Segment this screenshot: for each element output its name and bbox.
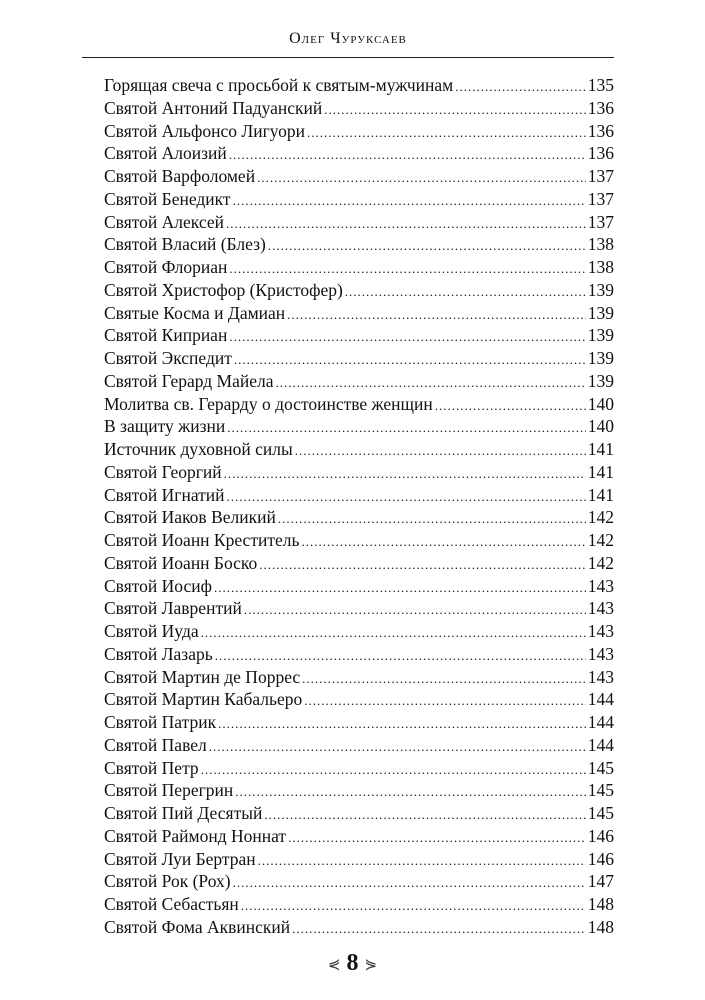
toc-entry-page-number: 144	[587, 689, 614, 710]
toc-entry[interactable]	[104, 97, 614, 120]
toc-entry[interactable]	[104, 461, 614, 484]
toc-entry-title: Святой Иосиф	[104, 575, 212, 596]
toc-entry-title: Молитва св. Герарду о достоинстве женщин	[104, 393, 433, 414]
toc-entry[interactable]	[104, 302, 614, 325]
toc-entry-page-number: 143	[587, 666, 614, 687]
toc-entry-page-number: 138	[587, 234, 614, 255]
toc-entry-page-number: 141	[587, 484, 614, 505]
toc-entry-title: Святой Георгий	[104, 461, 222, 482]
toc-dot-leader	[268, 235, 586, 258]
toc-entry-title: Святой Лазарь	[104, 643, 213, 664]
toc-entry[interactable]	[104, 529, 614, 552]
toc-dot-leader	[302, 668, 586, 691]
toc-entry[interactable]	[104, 688, 614, 711]
toc-dot-leader	[233, 872, 586, 895]
toc-entry-title: Святой Христофор (Кристофер)	[104, 279, 343, 300]
toc-entry-title: Святой Иаков Великий	[104, 507, 276, 528]
toc-entry-title: Святой Власий (Блез)	[104, 234, 266, 255]
toc-entry-page-number: 147	[587, 871, 614, 892]
toc-entry-page-number: 142	[587, 552, 614, 573]
toc-entry[interactable]	[104, 279, 614, 302]
toc-entry-title: Святой Герард Майела	[104, 370, 274, 391]
toc-dot-leader	[224, 463, 586, 486]
toc-entry[interactable]	[104, 597, 614, 620]
toc-entry-title: Святой Иоанн Боско	[104, 552, 258, 573]
toc-entry-page-number: 143	[587, 643, 614, 664]
toc-dot-leader	[287, 304, 586, 327]
toc-dot-leader	[301, 531, 585, 554]
toc-entry-title: Святой Себастьян	[104, 894, 239, 914]
toc-entry-page-number: 145	[587, 803, 614, 823]
toc-entry[interactable]	[104, 757, 614, 780]
toc-entry-title: Святой Мартин Кабальеро	[104, 689, 303, 710]
toc-dot-leader	[234, 349, 586, 372]
toc-entry[interactable]	[104, 211, 614, 234]
toc-entry-title: Святой Павел	[104, 734, 207, 755]
toc-entry-page-number: 140	[587, 416, 614, 437]
toc-entry[interactable]	[104, 575, 614, 598]
toc-entry[interactable]	[104, 643, 614, 666]
toc-entry-page-number: 144	[587, 712, 614, 732]
toc-entry-title: Святой Раймонд Ноннат	[104, 825, 287, 846]
page-number: 8	[346, 950, 359, 976]
toc-dot-leader	[227, 417, 586, 440]
toc-entry-title: Святой Лаврентий	[104, 598, 242, 619]
toc-entry-title: Святой Мартин де Поррес	[104, 666, 301, 687]
toc-dot-leader	[324, 99, 585, 122]
toc-entry[interactable]	[104, 74, 614, 97]
toc-entry-title: Святой Рок (Рох)	[104, 871, 231, 892]
toc-entry[interactable]	[104, 188, 614, 211]
toc-entry-page-number: 142	[587, 530, 614, 550]
toc-dot-leader	[241, 895, 586, 918]
toc-entry-page-number: 136	[587, 143, 614, 164]
toc-dot-leader	[259, 554, 585, 577]
toc-entry[interactable]	[104, 825, 614, 848]
toc-entry[interactable]	[104, 779, 614, 802]
toc-dot-leader	[258, 850, 586, 873]
toc-entry-title: Святой Алексей	[104, 211, 224, 232]
table-of-contents	[104, 74, 614, 939]
toc-entry-page-number: 141	[587, 461, 614, 482]
toc-entry-title: Святой Иуда	[104, 621, 199, 641]
toc-dot-leader	[345, 281, 586, 304]
left-ornament-icon: ⋞	[327, 956, 341, 973]
toc-entry[interactable]	[104, 870, 614, 893]
toc-entry-title: Святой Варфоломей	[104, 166, 256, 186]
toc-dot-leader	[295, 440, 586, 463]
header-rule	[82, 57, 614, 58]
toc-entry[interactable]	[104, 393, 614, 416]
toc-dot-leader	[307, 122, 586, 145]
toc-entry[interactable]	[104, 893, 614, 916]
toc-entry[interactable]	[104, 324, 614, 347]
toc-entry[interactable]	[104, 142, 614, 165]
toc-entry-page-number: 136	[587, 120, 614, 141]
toc-dot-leader	[201, 622, 586, 645]
toc-dot-leader	[218, 713, 586, 736]
toc-entry[interactable]	[104, 666, 614, 689]
toc-entry-page-number: 139	[587, 302, 614, 323]
toc-entry-page-number: 138	[587, 257, 614, 277]
toc-dot-leader	[229, 258, 585, 281]
toc-entry-page-number: 143	[587, 598, 614, 619]
toc-entry-page-number: 139	[587, 279, 614, 300]
toc-entry-page-number: 135	[587, 75, 614, 95]
toc-entry-title: Святой Киприан	[104, 325, 228, 346]
toc-entry-title: Святой Антоний Падуанский	[104, 97, 323, 118]
toc-dot-leader	[276, 372, 586, 395]
toc-entry-page-number: 137	[587, 166, 614, 186]
toc-entry-title: Святой Иоанн Креститель	[104, 530, 300, 550]
toc-entry-title: Святой Игнатий	[104, 484, 225, 505]
toc-entry-page-number: 146	[587, 825, 614, 846]
toc-entry[interactable]	[104, 552, 614, 575]
toc-entry-page-number: 148	[587, 916, 614, 937]
right-ornament-icon: ⋟	[364, 956, 378, 973]
toc-entry-page-number: 140	[587, 393, 614, 414]
toc-dot-leader	[215, 645, 586, 668]
toc-entry-page-number: 142	[587, 507, 614, 528]
running-header-author: Олег Чуруксаев	[289, 30, 407, 47]
toc-entry-title: Святой Луи Бертран	[104, 848, 256, 869]
toc-entry-page-number: 136	[587, 97, 614, 118]
toc-entry-title: Святой Алоизий	[104, 143, 227, 164]
toc-entry[interactable]	[104, 370, 614, 393]
toc-entry-title: Горящая свеча с просьбой к святым-мужчинам	[104, 75, 454, 95]
toc-dot-leader	[235, 781, 586, 804]
toc-entry[interactable]	[104, 916, 614, 939]
toc-entry[interactable]	[104, 256, 614, 279]
toc-entry-page-number: 146	[587, 848, 614, 869]
toc-dot-leader	[455, 76, 586, 99]
toc-entry-page-number: 145	[587, 780, 614, 801]
toc-entry-title: Святой Патрик	[104, 712, 217, 732]
toc-dot-leader	[229, 326, 585, 349]
toc-entry-title: Святые Косма и Дамиан	[104, 302, 286, 323]
toc-dot-leader	[226, 213, 586, 236]
toc-entry-page-number: 137	[587, 188, 614, 209]
toc-entry[interactable]	[104, 165, 614, 188]
toc-entry-page-number: 148	[587, 894, 614, 914]
toc-entry-title: Святой Петр	[104, 757, 199, 778]
toc-entry-title: В защиту жизни	[104, 416, 226, 437]
toc-dot-leader	[214, 577, 586, 600]
toc-entry-page-number: 144	[587, 734, 614, 755]
toc-entry[interactable]	[104, 347, 614, 370]
toc-entry-page-number: 139	[587, 348, 614, 368]
toc-entry[interactable]	[104, 734, 614, 757]
toc-entry-page-number: 143	[587, 575, 614, 596]
toc-entry[interactable]	[104, 506, 614, 529]
toc-entry[interactable]	[104, 120, 614, 143]
toc-dot-leader	[292, 918, 586, 941]
toc-entry[interactable]	[104, 438, 614, 461]
toc-entry[interactable]	[104, 620, 614, 643]
toc-entry-page-number: 143	[587, 621, 614, 641]
page-number-footer	[0, 950, 705, 977]
toc-dot-leader	[257, 167, 586, 190]
toc-entry-page-number: 139	[587, 370, 614, 391]
toc-entry-title: Святой Альфонсо Лигуори	[104, 120, 305, 141]
toc-entry-title: Святой Бенедикт	[104, 188, 231, 209]
toc-entry-title: Святой Фома Аквинский	[104, 916, 291, 937]
toc-dot-leader	[209, 736, 586, 759]
toc-entry[interactable]	[104, 415, 614, 438]
toc-dot-leader	[435, 395, 586, 418]
toc-entry-page-number: 141	[587, 439, 614, 459]
toc-dot-leader	[264, 804, 585, 827]
toc-entry-title: Источник духовной силы	[104, 439, 293, 459]
toc-entry[interactable]	[104, 711, 614, 734]
toc-entry-title: Святой Пий Десятый	[104, 803, 263, 823]
toc-dot-leader	[244, 599, 586, 622]
toc-entry-title: Святой Экспедит	[104, 348, 232, 368]
toc-dot-leader	[288, 827, 586, 850]
toc-entry[interactable]	[104, 484, 614, 507]
toc-entry[interactable]	[104, 848, 614, 871]
toc-dot-leader	[229, 144, 586, 167]
toc-entry-page-number: 139	[587, 325, 614, 346]
toc-dot-leader	[304, 690, 585, 713]
toc-dot-leader	[227, 486, 586, 509]
toc-entry[interactable]	[104, 802, 614, 825]
toc-dot-leader	[233, 190, 586, 213]
toc-dot-leader	[201, 759, 586, 782]
toc-entry-page-number: 137	[587, 211, 614, 232]
toc-entry-page-number: 145	[587, 757, 614, 778]
toc-entry[interactable]	[104, 233, 614, 256]
toc-entry-title: Святой Перегрин	[104, 780, 234, 801]
toc-dot-leader	[278, 508, 586, 531]
toc-entry-title: Святой Флориан	[104, 257, 228, 277]
